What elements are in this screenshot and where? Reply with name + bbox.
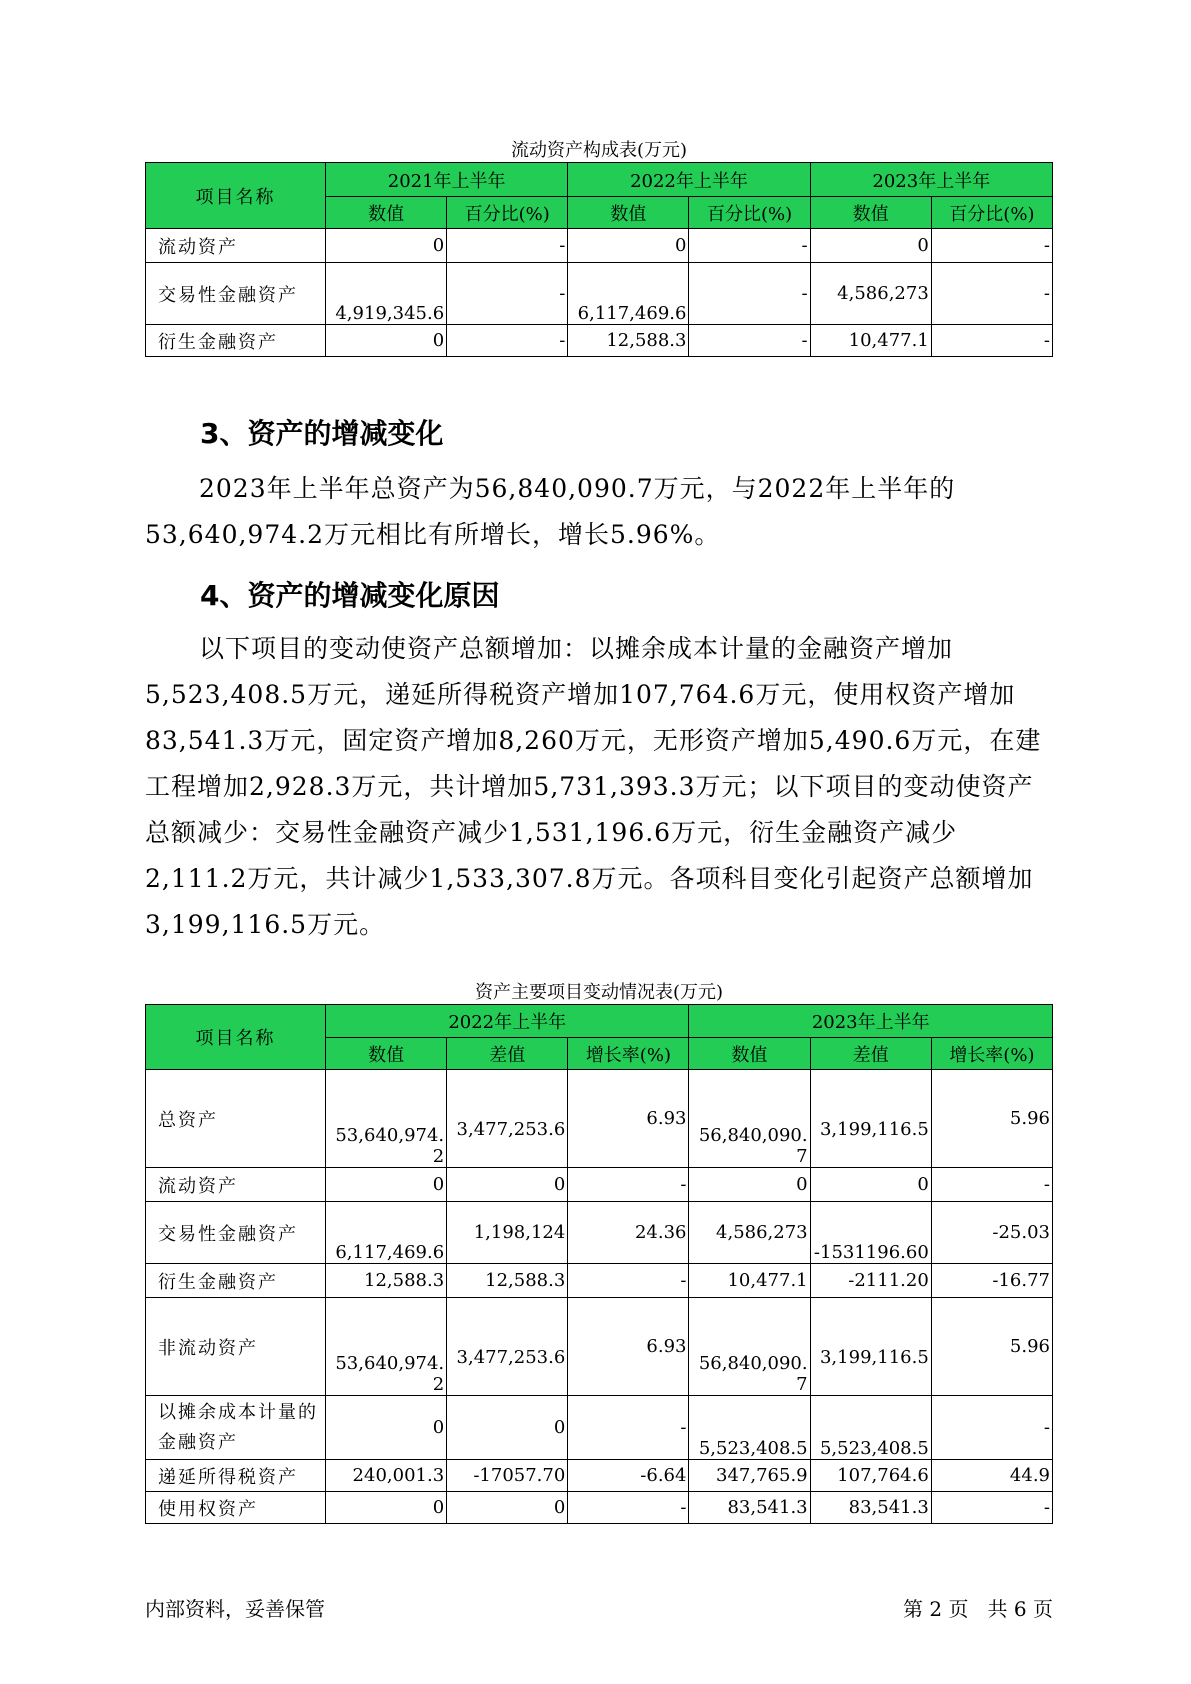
section-body: 以下项目的变动使资产总额增加：以摊余成本计量的金融资产增加5,523,408.5万元，递延所得税资产增加107,764.6万元，使用权资产增加83,541.3万元，固定资产增加8,260万元，无形资产增加5,490.6万元，在建工程增加2,928.3万元，共计增加5,731,393.3万元；以下项目的变动使资产总额减少：交易性金融资产减少1,531,196.6万元，衍生金融资产减少2,111.2万元，共计减少1,533,307.8万元。各项科目变化引起资产总额增加3,199,116.5万元。 — [145, 634, 1042, 939]
table-cell: 4,919,345.6 — [326, 263, 447, 325]
col-header-period: 2022年上半年 — [326, 1005, 689, 1038]
table-cell: 5.96 — [931, 1298, 1052, 1396]
table-row — [146, 1492, 1053, 1524]
table-cell: 0 — [447, 1168, 568, 1202]
table-cell: -2111.20 — [810, 1264, 931, 1298]
table-cell: - — [568, 1264, 689, 1298]
col-header-sub: 百分比(%) — [931, 197, 1052, 229]
table-row — [146, 1168, 1053, 1202]
table-cell: 6.93 — [568, 1070, 689, 1168]
row-label: 流动资产 — [146, 1168, 326, 1202]
col-header-sub: 差值 — [810, 1038, 931, 1070]
table-cell: 5.96 — [931, 1070, 1052, 1168]
table-cell: 0 — [447, 1492, 568, 1524]
col-header-name: 项目名称 — [146, 163, 326, 229]
table-cell: -17057.70 — [447, 1460, 568, 1492]
table-cell: 3,477,253.6 — [447, 1298, 568, 1396]
table-cell: 0 — [326, 1396, 447, 1460]
table-cell: 10,477.1 — [689, 1264, 810, 1298]
row-label: 交易性金融资产 — [146, 263, 326, 325]
table-cell: 53,640,974.2 — [326, 1298, 447, 1396]
table-cell: 4,586,273 — [689, 1202, 810, 1264]
table-cell: 12,588.3 — [568, 325, 689, 357]
table-cell: 83,541.3 — [810, 1492, 931, 1524]
table-cell: - — [447, 263, 568, 325]
footer-confidential-note: 内部资料，妥善保管 — [145, 1597, 325, 1621]
table-row — [146, 1070, 1053, 1168]
table-row — [146, 1298, 1053, 1396]
table-cell: 53,640,974.2 — [326, 1070, 447, 1168]
col-header-sub: 百分比(%) — [447, 197, 568, 229]
table-cell: 44.9 — [931, 1460, 1052, 1492]
col-header-name: 项目名称 — [146, 1005, 326, 1070]
table2-caption: 资产主要项目变动情况表(万元) — [474, 982, 724, 1003]
table-cell: -25.03 — [931, 1202, 1052, 1264]
col-header-sub: 增长率(%) — [568, 1038, 689, 1070]
table-cell: 6.93 — [568, 1298, 689, 1396]
table-cell: -6.64 — [568, 1460, 689, 1492]
col-header-period: 2023年上半年 — [689, 1005, 1053, 1038]
table-cell: - — [568, 1492, 689, 1524]
table-cell: 0 — [689, 1168, 810, 1202]
col-header-sub: 差值 — [447, 1038, 568, 1070]
col-header-period: 2022年上半年 — [568, 163, 810, 197]
table-row — [146, 1264, 1053, 1298]
col-header-sub: 数值 — [326, 197, 447, 229]
row-label: 以摊余成本计量的金融资产 — [146, 1396, 326, 1460]
col-header-sub: 增长率(%) — [931, 1038, 1052, 1070]
row-label: 衍生金融资产 — [146, 325, 326, 357]
footer-page-number: 第 2 页 共 6 页 — [903, 1597, 1053, 1621]
table-cell: 3,199,116.5 — [810, 1070, 931, 1168]
table-cell: 1,198,124 — [447, 1202, 568, 1264]
table-cell: 12,588.3 — [447, 1264, 568, 1298]
table-cell: 0 — [810, 229, 931, 263]
col-header-period: 2021年上半年 — [326, 163, 568, 197]
table-cell: 5,523,408.5 — [689, 1396, 810, 1460]
table-cell: 12,588.3 — [326, 1264, 447, 1298]
table-cell: - — [689, 263, 810, 325]
table-cell: 6,117,469.6 — [568, 263, 689, 325]
table-cell: 0 — [810, 1168, 931, 1202]
table-cell: 4,586,273 — [810, 263, 931, 325]
current-assets-table — [145, 162, 1053, 357]
row-label: 递延所得税资产 — [146, 1460, 326, 1492]
row-label: 使用权资产 — [146, 1492, 326, 1524]
table1-caption: 流动资产构成表(万元) — [510, 140, 688, 161]
table-cell: 6,117,469.6 — [326, 1202, 447, 1264]
table-cell: 0 — [326, 229, 447, 263]
table-cell: 0 — [447, 1396, 568, 1460]
table-cell: - — [931, 263, 1052, 325]
table-row — [146, 263, 1053, 325]
table-cell: 107,764.6 — [810, 1460, 931, 1492]
row-label: 总资产 — [146, 1070, 326, 1168]
table-cell: - — [931, 1492, 1052, 1524]
table-cell: - — [931, 325, 1052, 357]
table-cell: 10,477.1 — [810, 325, 931, 357]
row-label: 交易性金融资产 — [146, 1202, 326, 1264]
section-heading: 3、资产的增减变化 — [200, 417, 444, 450]
row-label: 流动资产 — [146, 229, 326, 263]
table-cell: - — [931, 229, 1052, 263]
table-cell: 0 — [326, 1168, 447, 1202]
table-cell: 56,840,090.7 — [689, 1298, 810, 1396]
table-cell: - — [568, 1168, 689, 1202]
table-cell: - — [447, 229, 568, 263]
table-row — [146, 229, 1053, 263]
col-header-sub: 数值 — [326, 1038, 447, 1070]
col-header-period: 2023年上半年 — [810, 163, 1052, 197]
col-header-sub: 数值 — [689, 1038, 810, 1070]
table-cell: - — [931, 1396, 1052, 1460]
table-cell: 56,840,090.7 — [689, 1070, 810, 1168]
table-cell: 0 — [326, 1492, 447, 1524]
table-cell: 83,541.3 — [689, 1492, 810, 1524]
table-row — [146, 1202, 1053, 1264]
col-header-sub: 数值 — [810, 197, 931, 229]
table-cell: - — [689, 325, 810, 357]
table-cell: -1531196.60 — [810, 1202, 931, 1264]
table-cell: 24.36 — [568, 1202, 689, 1264]
row-label: 非流动资产 — [146, 1298, 326, 1396]
section-body: 2023年上半年总资产为56,840,090.7万元，与2022年上半年的53,640,974.2万元相比有所增长，增长5.96%。 — [145, 474, 956, 549]
table-row — [146, 325, 1053, 357]
row-label: 衍生金融资产 — [146, 1264, 326, 1298]
table-cell: 3,199,116.5 — [810, 1298, 931, 1396]
table-cell: - — [931, 1168, 1052, 1202]
table-cell: 347,765.9 — [689, 1460, 810, 1492]
table-cell: -16.77 — [931, 1264, 1052, 1298]
table-cell: - — [568, 1396, 689, 1460]
table-cell: 240,001.3 — [326, 1460, 447, 1492]
asset-change-table — [145, 1004, 1053, 1524]
table-row — [146, 1460, 1053, 1492]
table-cell: - — [689, 229, 810, 263]
table-cell: 3,477,253.6 — [447, 1070, 568, 1168]
table-cell: - — [447, 325, 568, 357]
table-cell: 5,523,408.5 — [810, 1396, 931, 1460]
col-header-sub: 百分比(%) — [689, 197, 810, 229]
col-header-sub: 数值 — [568, 197, 689, 229]
table-row — [146, 1396, 1053, 1460]
section-heading: 4、资产的增减变化原因 — [200, 579, 500, 612]
table-cell: 0 — [326, 325, 447, 357]
table-cell: 0 — [568, 229, 689, 263]
